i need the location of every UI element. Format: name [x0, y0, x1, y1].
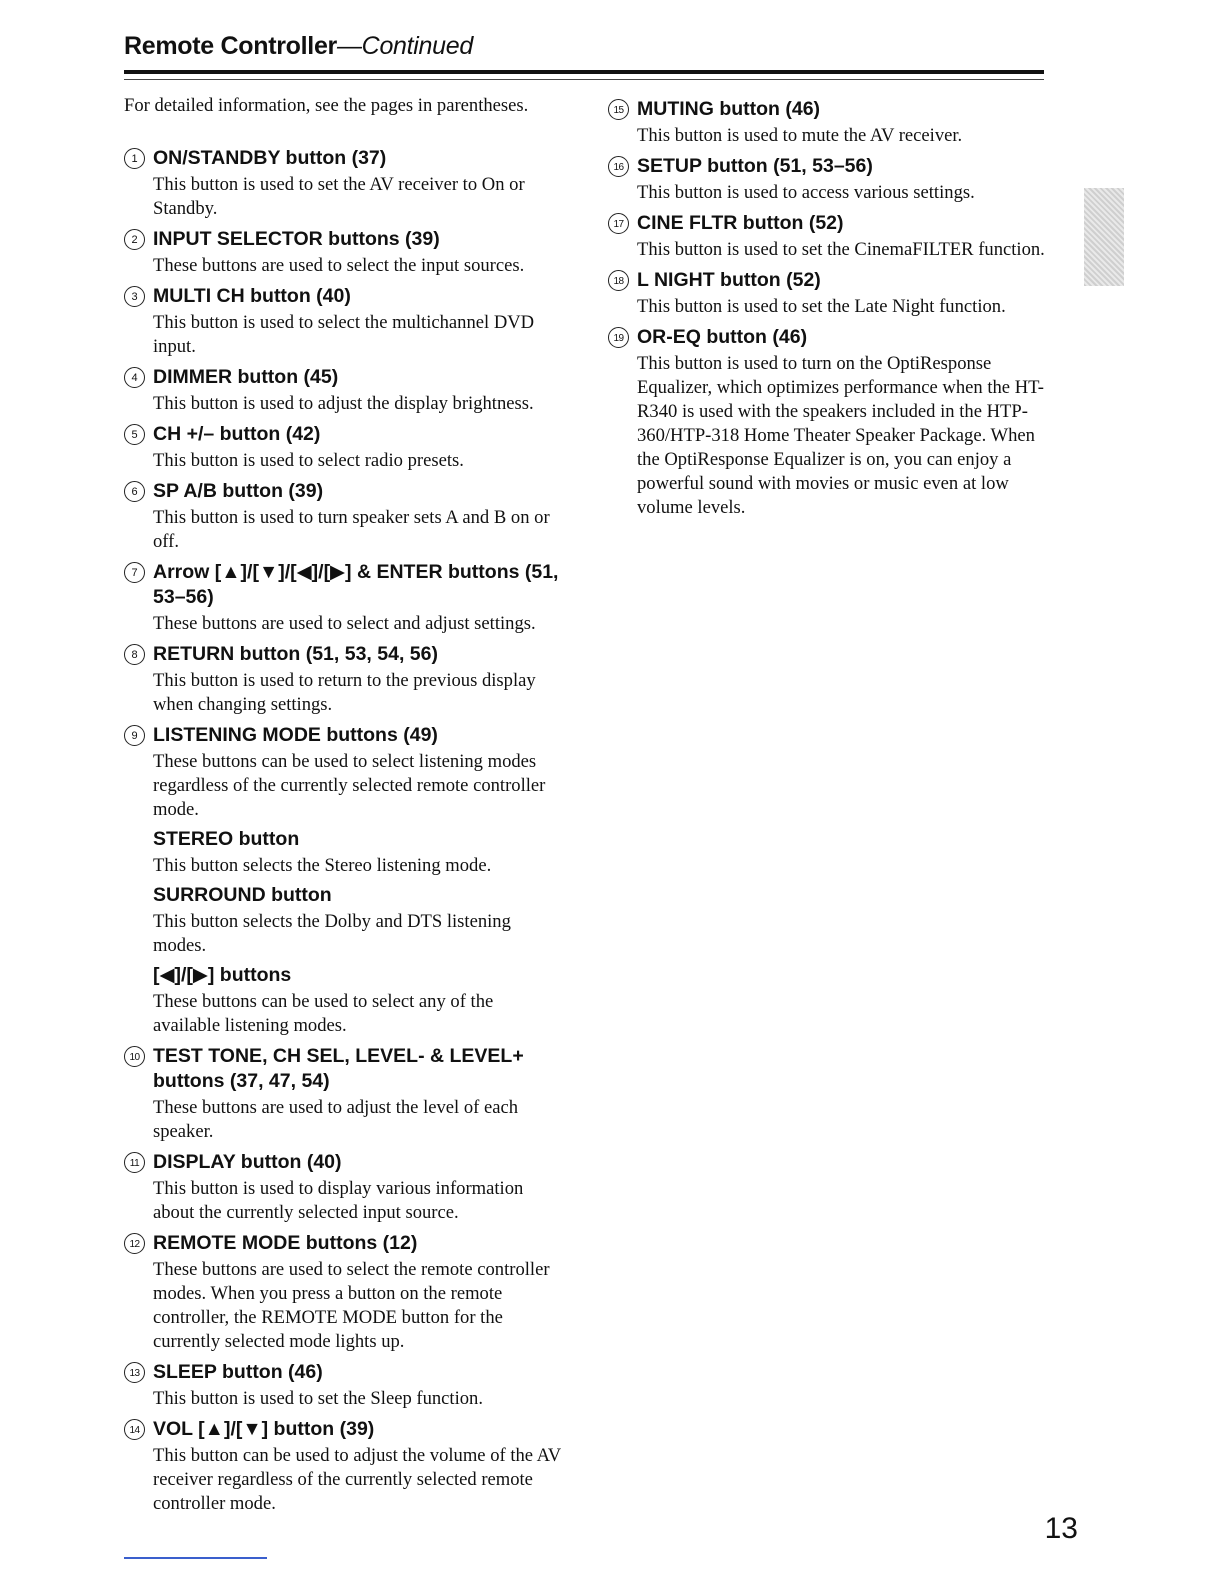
item-heading: SLEEP button (46): [153, 1361, 323, 1383]
sub-item: [124, 827, 564, 878]
item-description: This button is used to adjust the display brightness.: [153, 393, 534, 414]
button-description-item: [124, 560, 564, 636]
button-description-item: [608, 211, 1048, 262]
item-number-badge: 17: [608, 213, 629, 234]
button-description-item: [124, 1044, 564, 1144]
item-number-badge: 4: [124, 367, 145, 388]
right-item-list: [608, 97, 1048, 520]
item-number-badge: 18: [608, 270, 629, 291]
item-number-badge: 15: [608, 99, 629, 120]
item-number-badge: 6: [124, 481, 145, 502]
item-number-badge: 10: [124, 1046, 145, 1067]
item-number-badge: 3: [124, 286, 145, 307]
item-number-badge: 13: [124, 1362, 145, 1383]
item-heading: Arrow [▲]/[▼]/[◀]/[▶] & ENTER buttons (51, 53–56): [153, 561, 559, 608]
item-heading: L NIGHT button (52): [637, 269, 821, 291]
button-description-item: [124, 642, 564, 717]
item-description: These buttons are used to select and adjust settings.: [153, 613, 536, 634]
item-heading: MUTING button (46): [637, 98, 821, 120]
sub-item-heading: [◀]/[▶] buttons: [153, 964, 292, 986]
item-description: This button is used to set the AV receiver to On or Standby.: [153, 174, 525, 219]
right-column: [608, 97, 1048, 526]
item-description: This button is used to set the CinemaFILTER function.: [637, 239, 1045, 260]
intro-text: For detailed information, see the pages in parentheses.: [124, 95, 529, 116]
button-description-item: [124, 1231, 564, 1354]
header-rule-thin: [124, 79, 1044, 80]
item-heading: TEST TONE, CH SEL, LEVEL- & LEVEL+ buttons (37, 47, 54): [153, 1045, 524, 1092]
left-column: [124, 94, 564, 1522]
item-description: This button is used to turn on the OptiResponse Equalizer, which optimizes performance when the HT-R340 is used with the speakers included in the HTP-360/HTP-318 Home Theater Speaker Package. When the OptiResponse Equalizer is on, you can enjoy a powerful sound with movies or music even at low volume levels.: [637, 353, 1044, 518]
button-description-item: [124, 1417, 564, 1516]
item-description: These buttons are used to select the input sources.: [153, 255, 525, 276]
item-heading: SP A/B button (39): [153, 480, 324, 502]
item-description: This button is used to turn speaker sets A and B on or off.: [153, 507, 550, 552]
item-description: This button is used to select the multichannel DVD input.: [153, 312, 535, 357]
item-number-badge: 5: [124, 424, 145, 445]
item-number-badge: 2: [124, 229, 145, 250]
sub-item: [124, 963, 564, 1038]
item-description: This button is used to set the Sleep function.: [153, 1388, 484, 1409]
item-description: These buttons are used to select the remote controller modes. When you press a button on the remote controller, the REMOTE MODE button for the currently selected mode lights up.: [153, 1259, 550, 1352]
sub-item-description: This button selects the Dolby and DTS listening modes.: [153, 911, 511, 956]
item-heading: LISTENING MODE buttons (49): [153, 724, 438, 746]
item-heading: ON/STANDBY button (37): [153, 147, 387, 169]
item-description: This button can be used to adjust the volume of the AV receiver regardless of the currently selected remote controller mode.: [153, 1445, 561, 1514]
item-heading: DISPLAY button (40): [153, 1151, 342, 1173]
item-number-badge: 14: [124, 1419, 145, 1440]
item-description: These buttons can be used to select listening modes regardless of the currently selected remote controller mode.: [153, 751, 546, 820]
sub-item-description: These buttons can be used to select any of the available listening modes.: [153, 991, 494, 1036]
button-description-item: [608, 268, 1048, 319]
item-heading: OR-EQ button (46): [637, 326, 808, 348]
item-description: This button is used to set the Late Night function.: [637, 296, 1006, 317]
button-description-item: [608, 154, 1048, 205]
item-number-badge: 7: [124, 562, 145, 583]
button-description-item: [124, 146, 564, 221]
item-number-badge: 16: [608, 156, 629, 177]
item-heading: CH +/– button (42): [153, 423, 321, 445]
item-heading: RETURN button (51, 53, 54, 56): [153, 643, 438, 665]
sub-item: [124, 883, 564, 958]
button-description-item: [124, 1150, 564, 1225]
button-description-item: [124, 227, 564, 278]
item-description: These buttons are used to adjust the level of each speaker.: [153, 1097, 519, 1142]
item-heading: CINE FLTR button (52): [637, 212, 844, 234]
item-number-badge: 12: [124, 1233, 145, 1254]
item-description: This button is used to display various information about the currently selected input source.: [153, 1178, 524, 1223]
item-heading: SETUP button (51, 53–56): [637, 155, 873, 177]
item-heading: REMOTE MODE buttons (12): [153, 1232, 418, 1254]
item-number-badge: 11: [124, 1152, 145, 1173]
sub-item-description: This button selects the Stereo listening mode.: [153, 855, 492, 876]
button-description-item: [124, 1360, 564, 1411]
item-description: This button is used to mute the AV receiver.: [637, 125, 963, 146]
footer-line: [124, 1557, 267, 1559]
page-number: 13: [1044, 1512, 1078, 1545]
item-heading: INPUT SELECTOR buttons (39): [153, 228, 440, 250]
button-description-item: [608, 325, 1048, 520]
item-number-badge: 19: [608, 327, 629, 348]
header-rule: [124, 70, 1044, 74]
item-description: This button is used to select radio presets.: [153, 450, 464, 471]
button-description-item: [124, 284, 564, 359]
item-description: This button is used to access various settings.: [637, 182, 975, 203]
item-heading: VOL [▲]/[▼] button (39): [153, 1418, 375, 1440]
section-tab-marker: [1084, 188, 1124, 286]
item-number-badge: 8: [124, 644, 145, 665]
button-description-item: [124, 479, 564, 554]
item-description: This button is used to return to the previous display when changing settings.: [153, 670, 536, 715]
button-description-item: [124, 422, 564, 473]
page-title: [124, 32, 473, 61]
item-number-badge: 9: [124, 725, 145, 746]
sub-item-heading: STEREO button: [153, 828, 300, 850]
continued-label: —Continued: [336, 32, 473, 60]
button-description-item: [124, 723, 564, 1038]
sub-item-heading: SURROUND button: [153, 884, 332, 906]
section-title: Remote Controller: [124, 32, 337, 60]
button-description-item: [608, 97, 1048, 148]
item-number-badge: 1: [124, 148, 145, 169]
left-item-list: [124, 146, 564, 1516]
button-description-item: [124, 365, 564, 416]
item-heading: DIMMER button (45): [153, 366, 339, 388]
item-heading: MULTI CH button (40): [153, 285, 351, 307]
